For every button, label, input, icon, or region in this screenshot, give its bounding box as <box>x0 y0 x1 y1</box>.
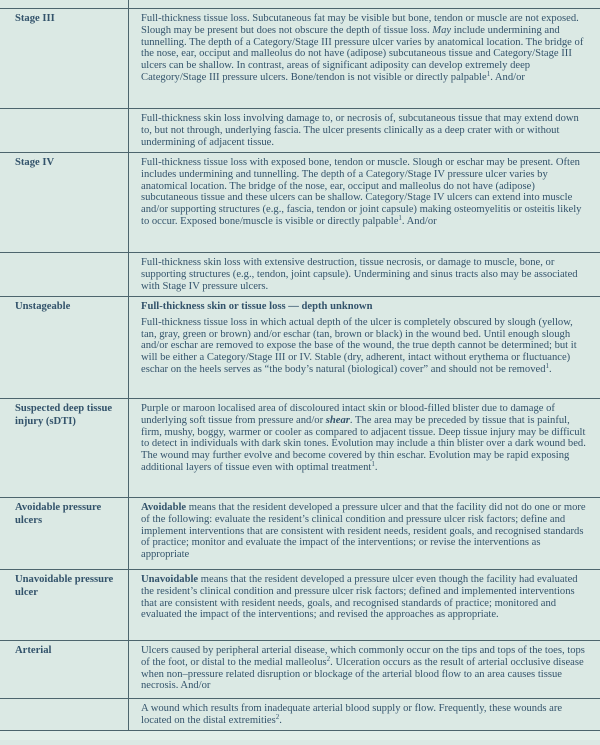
definition-paragraph: Ulcers caused by peripheral arterial disease, which commonly occur on the tips and tops of the toes, tops of the foot, or distal to the medial malleolus$^2$. Ulceration occurs as the result of arterial occlusive disease when non–pressure related disruption or blockage of the arterial blood flow to an area causes tissue necrosis. And/or <box>141 645 585 692</box>
term-label: Unavoidable pressure ulcer <box>15 574 114 598</box>
definition-paragraph: Unavoidable means that the resident developed a pressure ulcer even though the facility had evaluated the resident’s clinical condition and pressure ulcer risk factors; defined and implemented interventions that are consistent with resident needs, goals, and recognised standards of practice; monitored and evaluated the impact of the interventions; and revised the approaches as appropriate. <box>141 574 578 621</box>
definition-cell <box>129 297 600 398</box>
definition-paragraph: Purple or maroon localised area of discoloured intact skin or blood-filled blister due to damage of underlying soft tissue from pressure and/or shear. The area may be preceded by tissue that is painful, firm, mushy, boggy, warmer or cooler as compared to adjacent tissue. Deep tissue injury may be difficult to detect in individuals with dark skin tones. Evolution may include a thin blister over a dark wound bed. The wound may further evolve and become covered by thin eschar. Evolution may be rapid exposing additional layers of tissue even with optimal treatment$^1$. <box>141 403 586 473</box>
term-label: Stage III <box>15 13 55 24</box>
definition-cell <box>129 109 600 152</box>
definition-cell <box>129 153 600 252</box>
term-cell <box>0 9 129 108</box>
definition-paragraph: Full-thickness skin loss with extensive destruction, tissue necrosis, or damage to muscle, bone, or supporting structures (e.g., tendon, joint capsule). Undermining and sinus tracts also may be associated with Stage IV pressure ulcers. <box>141 257 578 292</box>
term-cell <box>0 399 129 497</box>
term-label: Arterial <box>15 645 52 656</box>
table-row-unavoidable <box>0 569 600 640</box>
term-cell <box>0 641 129 698</box>
term-label: Suspected deep tissue injury (sDTI) <box>15 403 113 427</box>
table-row-stage-iv <box>0 152 600 252</box>
definition-cell <box>129 399 600 497</box>
definition-paragraph: A wound which results from inadequate arterial blood supply or flow. Frequently, these wounds are located on the distal extremities$^2$. <box>141 703 563 726</box>
term-label: Unstageable <box>15 301 71 312</box>
term-cell <box>0 109 129 152</box>
term-cell <box>0 297 129 398</box>
definition-cell <box>129 570 600 640</box>
term-cell <box>0 0 129 8</box>
definition-paragraph: Full-thickness tissue loss. Subcutaneous fat may be visible but bone, tendon or muscle are not exposed. Slough may be present but does not obscure the depth of tissue loss. May include undermining and tunnelling. The depth of a Category/Stage III pressure ulcer varies by anatomical location. The bridge of the nose, ear, occiput and malleolus do not have (adipose) subcutaneous tissue and Category/Stage III ulcers can be shallow. In contrast, areas of significant adiposity can develop extremely deep Category/Stage III pressure ulcers. Bone/tendon is not visible or directly palpable$^1$. And/or <box>141 13 584 83</box>
page-bottom-margin <box>0 731 600 740</box>
table-row-unstageable <box>0 296 600 398</box>
definition-cell <box>129 253 600 296</box>
term-cell <box>0 153 129 252</box>
term-cell <box>0 699 129 730</box>
definition-cell <box>129 498 600 569</box>
definition-cell <box>129 699 600 730</box>
table-row-arterial <box>0 640 600 698</box>
definition-paragraph: Full-thickness tissue loss with exposed bone, tendon or muscle. Slough or eschar may be present. Often includes undermining and tunnelling. The depth of a Category/Stage IV pressure ulcer varies by anatomical location. The bridge of the nose, ear, occiput and malleolus do not have (adipose) subcutaneous tissue and these ulcers can be shallow. Category/Stage IV ulcers can extend into muscle and/or supporting structures (e.g., fascia, tendon or joint capsule) making osteomyelitis or osteitis likely to occur. Exposed bone/muscle is visible or directly palpable$^1$. And/or <box>141 157 582 227</box>
table-row-stage-iii <box>0 8 600 108</box>
table-row-sdti <box>0 398 600 497</box>
definition-paragraph: Full-thickness tissue loss in which actual depth of the ulcer is completely obscured by slough (yellow, tan, gray, green or brown) and/or eschar (tan, brown or black) in the wound bed. Until enough slough and/or eschar are removed to expose the base of the wound, the true depth cannot be determined; but it will be either a Category/Stage III or IV. Stable (dry, adherent, intact without erythema or fluctuance) eschar on the heels serves as “the body’s natural (biological) cover” and should not be removed$^1$. <box>141 316 577 375</box>
definition-paragraph: Avoidable means that the resident developed a pressure ulcer and that the facility did not do one or more of the following: evaluate the resident’s clinical condition and pressure ulcer risk factors; define and implement interventions that are consistent with resident needs, resident goals, and recognised standards of practice; monitor and evaluate the impact of the interventions; or revise the interventions as appropriate <box>141 502 586 561</box>
table-row-continuation-sliver <box>0 0 600 8</box>
term-label: Stage IV <box>15 157 55 168</box>
table-row-arterial-cont <box>0 698 600 730</box>
definition-cell <box>129 9 600 108</box>
table-row-avoidable <box>0 497 600 569</box>
definition-heading: Full-thickness skin or tissue loss — depth unknown <box>141 301 373 312</box>
term-cell <box>0 570 129 640</box>
definition-cell <box>129 0 600 8</box>
term-label: Avoidable pressure ulcers <box>15 502 102 526</box>
term-cell <box>0 253 129 296</box>
definition-cell <box>129 641 600 698</box>
definition-paragraph: Full-thickness skin loss involving damage to, or necrosis of, subcutaneous tissue that may extend down to, but not through, underlying fascia. The ulcer presents clinically as a deep crater with or without undermining of adjacent tissue. <box>141 113 579 148</box>
table-row-stage-iv-cont <box>0 252 600 296</box>
term-cell <box>0 498 129 569</box>
table-row-stage-iii-cont <box>0 108 600 152</box>
